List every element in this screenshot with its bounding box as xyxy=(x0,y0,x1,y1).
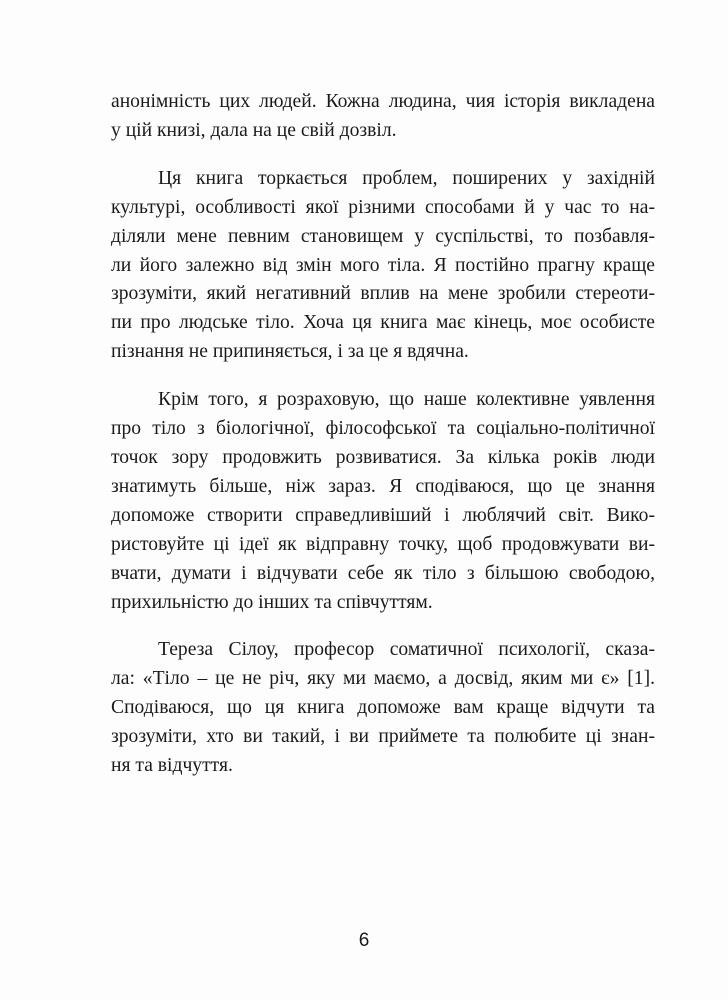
text-line: Крім того, я розраховую, що наше колективне уявлення xyxy=(158,389,655,411)
text-line: про тіло з біологічної, філософської та соціально-політичної xyxy=(111,418,655,440)
text-line: у цій книзі, дала на це свій дозвіл. xyxy=(111,119,397,141)
body-text xyxy=(111,88,655,781)
text-line: вчати, думати і відчувати себе як тіло з більшою свободою, xyxy=(111,562,655,584)
text-line: Ця книга торкається проблем, поширених у західній xyxy=(158,167,655,189)
text-line: точок зору продовжить розвиватися. За кілька років люди xyxy=(111,446,655,468)
text-line: зрозуміти, хто ви такий, і ви приймете та полюбите ці знан- xyxy=(111,726,655,748)
text-line: Сподіваюся, що ця книга допоможе вам краще відчути та xyxy=(111,697,655,719)
text-line: ня та відчуття. xyxy=(111,755,233,777)
text-line: ли його залежно від змін мого тіла. Я постійно прагну краще xyxy=(111,254,655,276)
text-line: Тереза Сілоу, професор соматичної психології, сказа- xyxy=(158,639,655,661)
text-line: знатимуть більше, ніж зараз. Я сподіваюся, що це знання xyxy=(111,475,655,497)
text-line: ристовуйте ці ідеї як відправну точку, щоб продовжувати ви- xyxy=(111,533,655,555)
text-line: анонімність цих людей. Кожна людина, чия історія викладена xyxy=(111,91,655,112)
page-number: 6 xyxy=(358,930,370,951)
text-line: діляли мене певним становищем у суспільстві, то позбавля- xyxy=(111,225,655,247)
paragraph xyxy=(111,165,655,367)
text-line: пізнання не припиняється, і за це я вдячна. xyxy=(111,341,469,363)
text-line: прихильністю до інших та співчуттям. xyxy=(111,591,433,613)
text-line: допоможе створити справедливіший і люблячий світ. Вико- xyxy=(111,504,655,526)
text-line: пи про людське тіло. Хоча ця книга має кінець, моє особисте xyxy=(111,312,655,334)
text-line: культурі, особливості якої різними способами й у час то на- xyxy=(111,196,655,218)
text-line: ла: «Тіло – це не річ, яку ми маємо, а досвід, яким ми є» [1]. xyxy=(111,668,655,690)
paragraph xyxy=(111,386,655,617)
paragraph xyxy=(111,88,655,146)
paragraph xyxy=(111,636,655,781)
text-line: зрозуміти, який негативний вплив на мене зробили стереоти- xyxy=(111,283,655,305)
